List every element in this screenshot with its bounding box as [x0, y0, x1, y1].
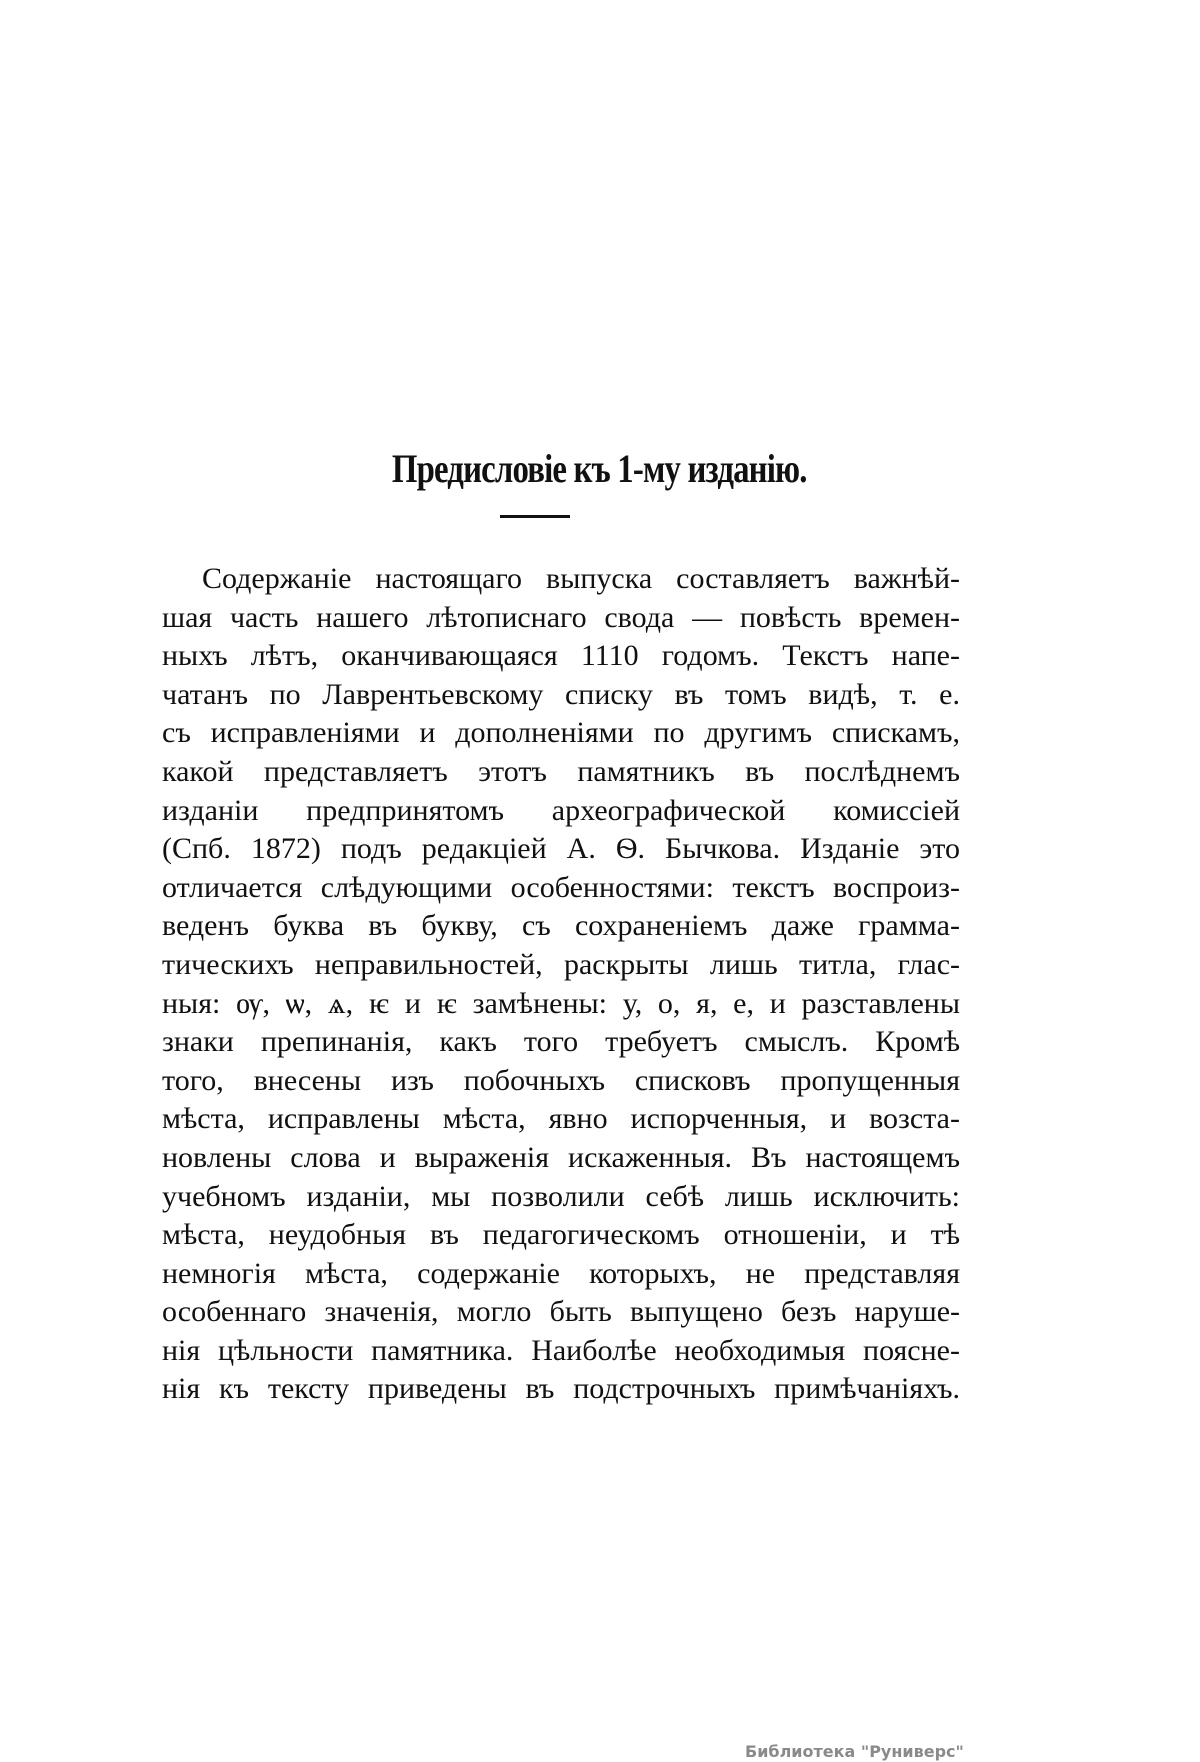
text-line: Содержаніе настоящаго выпуска составляетъ важнѣй- [202, 562, 960, 595]
text-line: знаки препинанія, какъ того требуетъ смыслъ. Кромѣ [162, 1025, 960, 1059]
text-line: какой представляетъ этотъ памятникъ въ послѣднемъ [162, 754, 960, 788]
text-line: (Спб. 1872) подъ редакціей А. Ѳ. Бычкова. Изданіе это [162, 832, 960, 866]
title-divider [500, 515, 570, 518]
preface-paragraph [162, 560, 960, 1409]
text-line: тическихъ неправильностей, раскрыты лишь титла, глас- [162, 947, 960, 981]
text-line: шая часть нашего лѣтописнаго свода — повѣсть времен- [162, 600, 960, 634]
text-line: веденъ буква въ букву, съ сохраненіемъ даже граммa- [162, 909, 960, 943]
text-line: особеннаго значенія, могло быть выпущено безъ наруше- [162, 1295, 960, 1329]
page-title: Предисловіе къ 1-му изданію. [391, 446, 807, 491]
text-line: ныхъ лѣтъ, оканчивающаяся 1110 годомъ. Текстъ напе- [162, 639, 960, 673]
text-line: нія цѣльности памятника. Наиболѣе необходимыя поясне- [162, 1333, 960, 1367]
text-line: учебномъ изданіи, мы позволили себѣ лишь исключить: [162, 1179, 960, 1213]
library-watermark: Библиотека "Руниверс" [745, 1742, 964, 1761]
text-line: отличается слѣдующими особенностями: текстъ воспроиз- [162, 870, 960, 904]
text-line: мѣста, неудобныя въ педагогическомъ отношеніи, и тѣ [162, 1218, 960, 1252]
text-line: ныя: ѹ, ѡ, ѧ, ѥ и ѥ замѣнены: у, о, я, е, и разставлены [162, 986, 960, 1020]
text-line: немногія мѣста, содержаніе которыхъ, не представляя [162, 1256, 960, 1290]
text-line: съ исправленіями и дополненіями по другимъ спискамъ, [162, 716, 960, 750]
text-line: чатанъ по Лаврентьевскому списку въ томъ видѣ, т. е. [162, 677, 960, 711]
text-line: того, внесены изъ побочныхъ списковъ пропущенныя [162, 1063, 960, 1097]
text-line: новлены слова и выраженія искаженныя. Въ настоящемъ [162, 1140, 960, 1174]
text-line: мѣста, исправлены мѣста, явно испорченныя, и возста- [162, 1102, 960, 1136]
text-line: нія къ тексту приведены въ подстрочныхъ примѣчаніяхъ. [162, 1372, 960, 1406]
text-line: изданіи предпринятомъ археографической комиссіей [162, 793, 960, 827]
